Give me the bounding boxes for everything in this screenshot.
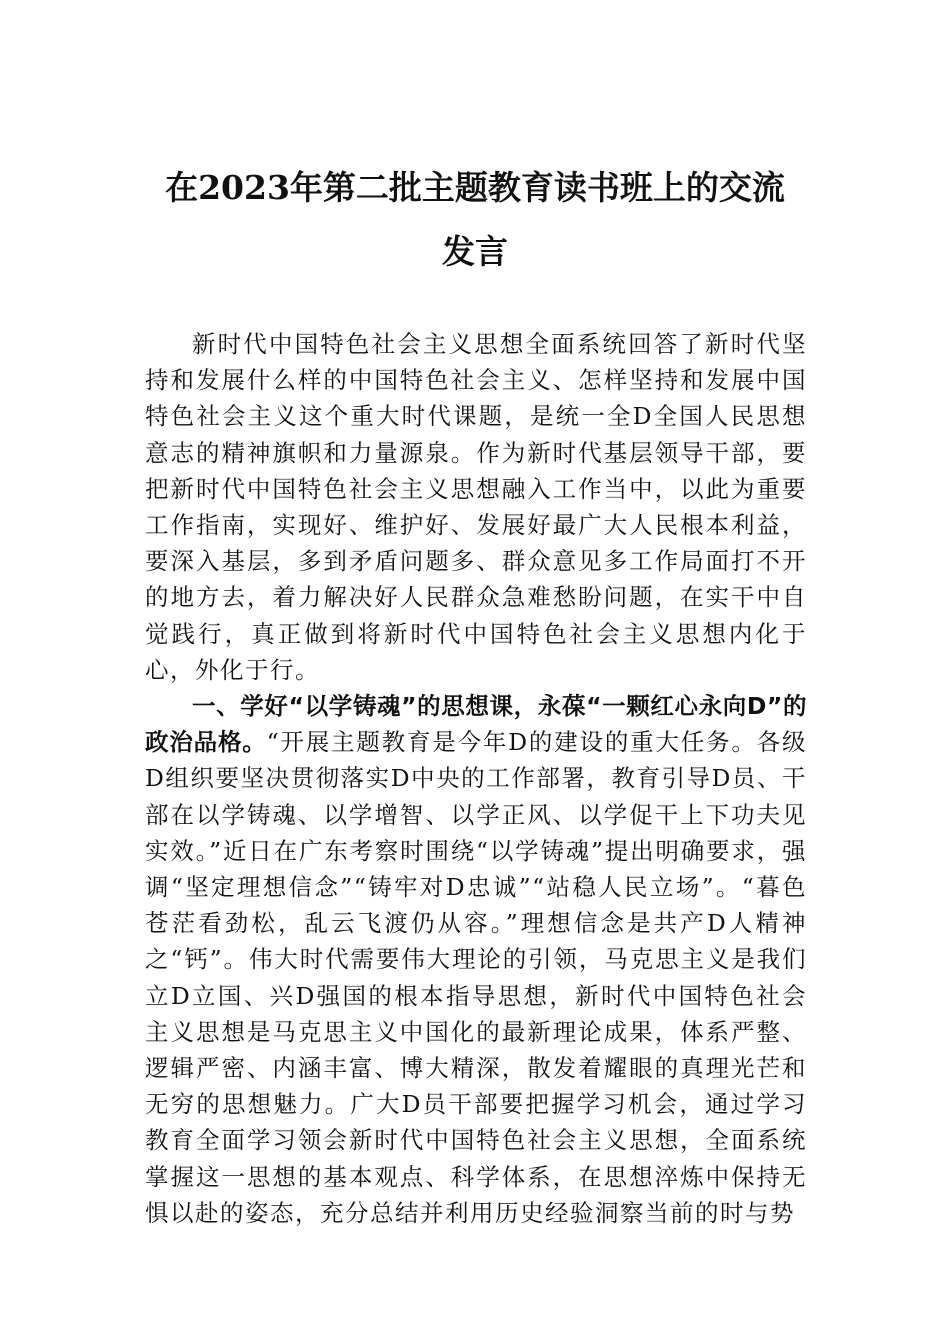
section-1-heading: 一、学好“以学铸魂”的思想课，永葆“一颗红心永向D”的政治品格。 (145, 692, 807, 757)
section-1-body: “开展主题教育是今年D的建设的重大任务。各级D组织要坚决贯彻落实D中央的工作部署，教育引导D员、干部在以学铸魂、以学增智、以学正风、以学促干上下功夫见实效。”近日在广东考察时围绕“以学铸魂”提出明确要求，强调“坚定理想信念”“铸牢对D忠诚”“站稳人民立场”。“暮色苍茫看劲松，乱云飞渡仍从容。”理想信念是共产D人精神之“钙”。伟大时代需要伟大理论的引领，马克思主义是我们立D立国、兴D强国的根本指导思想，新时代中国特色社会主义思想是马克思主义中国化的最新理论成果，体系严整、逻辑严密、内涵丰富、博大精深，散发着耀眼的真理光芒和无穷的思想魅力。广大D员干部要把握学习机会，通过学习教育全面学习领会新时代中国特色社会主义思想，全面系统掌握这一思想的基本观点、科学体系，在思想淬炼中保持无惧以赴的姿态，充分总结并利用历史经验洞察当前的时与势 (145, 728, 808, 1227)
paragraph-intro: 新时代中国特色社会主义思想全面系统回答了新时代坚持和发展什么样的中国特色社会主义、怎样坚持和发展中国特色社会主义这个重大时代课题，是统一全D全国人民思想意志的精神旗帜和力量源泉。作为新时代基层领导干部，要把新时代中国特色社会主义思想融入工作当中，以此为重要工作指南，实现好、维护好、发展好最广大人民根本利益，要深入基层，多到矛盾问题多、群众意见多工作局面打不开的地方去，着力解决好人民群众急难愁盼问题，在实干中自觉践行，真正做到将新时代中国特色社会主义思想内化于心，外化于行。 (145, 330, 807, 684)
paragraph-section-1 (145, 688, 807, 1231)
document-title-line-1: 在2023年第二批主题教育读书班上的交流 (165, 168, 785, 207)
document-body (145, 326, 807, 1231)
document-title-line-2: 发言 (442, 232, 508, 271)
